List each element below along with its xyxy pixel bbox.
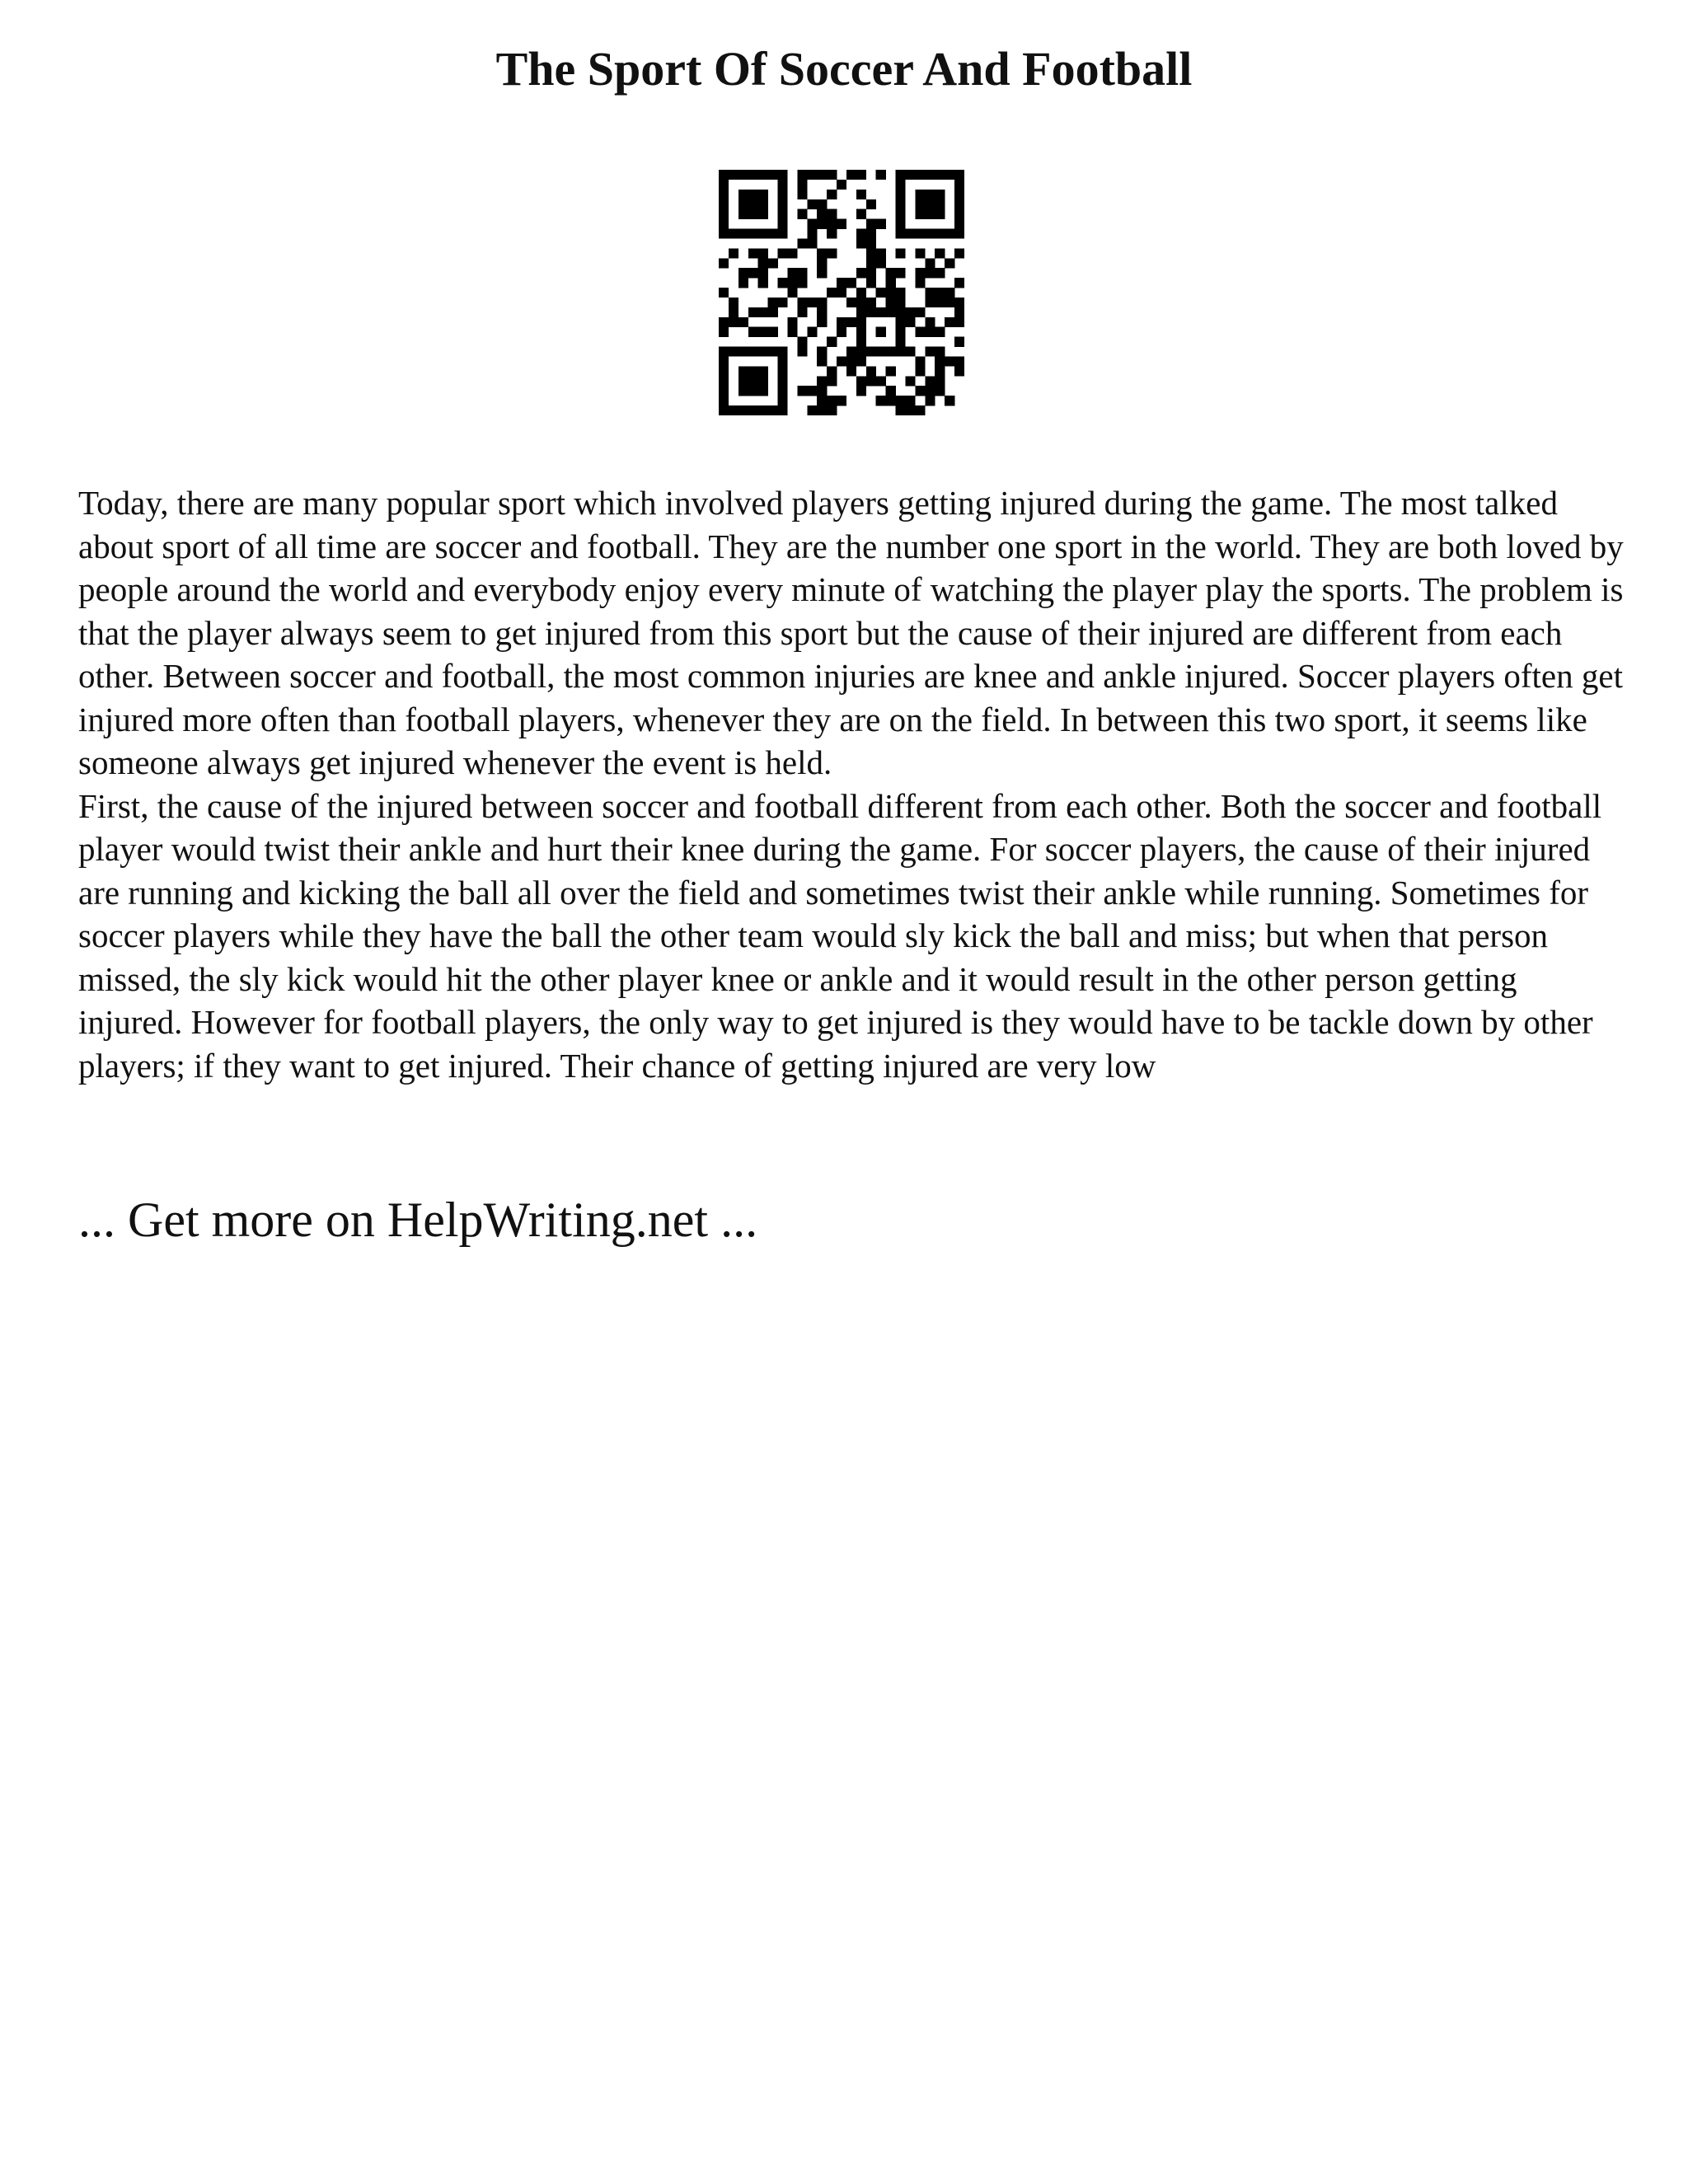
page-title: The Sport Of Soccer And Football [495, 42, 1193, 96]
article-body [78, 481, 1628, 1087]
paragraph-1: Today, there are many popular sport which involved players getting injured during the game. The most talked about sport of all time are soccer and football. They are the number one sport in the world. They are both loved by people around the world and everybody enjoy every minute of watching the player play the sports. The problem is that the player always seem to get injured from this sport but the cause of their injured are different from each other. Between soccer and football, the most common injuries are knee and ankle injured. Soccer players often get injured more often than football players, whenever they are on the field. In between this two sport, it seems like someone always get injured whenever the event is held. [78, 484, 1624, 781]
paragraph-2: First, the cause of the injured between soccer and football different from each other. Both the soccer and football player would twist their ankle and hurt their knee during the game. For soccer players, the cause of their injured are running and kicking the ball all over the field and sometimes twist their ankle while running. Sometimes for soccer players while they have the ball the other team would sly kick the ball and miss; but when that person missed, the sly kick would hit the other player knee or ankle and it would result in the other person getting injured. However for football players, the only way to get injured is they would have to be tackle down by other players; if they want to get injured. Their chance of getting injured are very low [78, 786, 1602, 1085]
qr-code-icon [719, 170, 964, 415]
get-more-link[interactable]: ... Get more on HelpWriting.net ... [78, 1193, 758, 1247]
